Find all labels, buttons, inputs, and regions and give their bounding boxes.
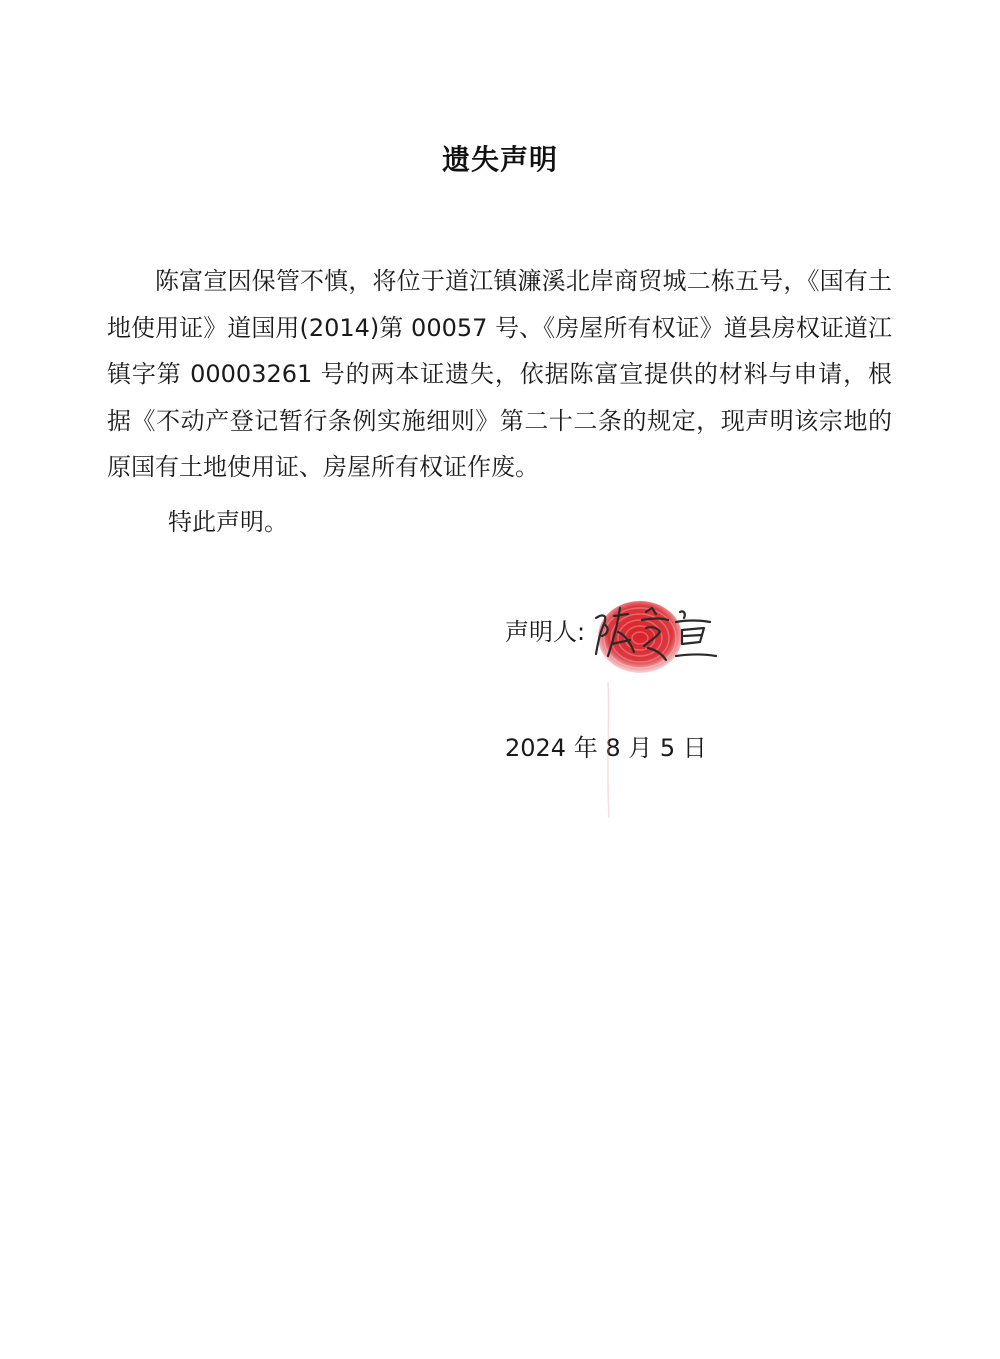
signer-label: 声明人: [505,618,586,646]
statement-date: 2024 年 8 月 5 日 [505,734,707,762]
closing-line: 特此声明。 [168,508,288,536]
statement-body: 陈富宣因保管不慎，将位于道江镇濂溪北岸商贸城二栋五号，《国有土地使用证》道国用(2014)第 00057 号、《房屋所有权证》道县房权证道江镇字第 00003261 号的两本证遗失，依据陈富宣提供的材料与申请，根据《不动产登记暂行条例实施细则》第二十二条的规定，现声明该宗地的原国有土地使用证、房屋所有权证作废。 [107,267,892,481]
handwritten-signature-icon [590,598,722,670]
faint-stamp-edge [600,680,616,820]
document-title: 遗失声明 [441,143,558,176]
